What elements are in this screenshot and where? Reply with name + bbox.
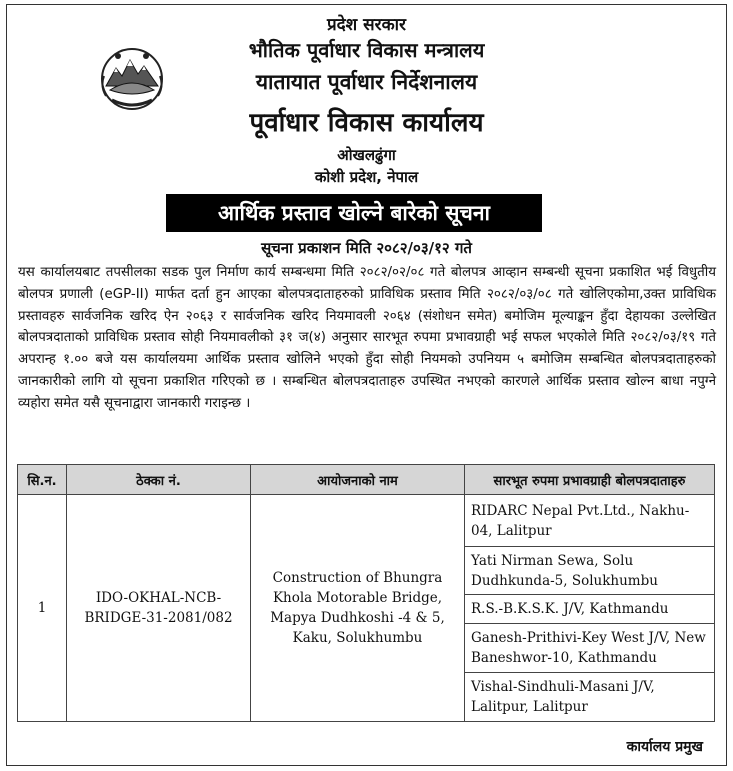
publication-date: सूचना प्रकाशन मिति २०८२/०३/१२ गते	[261, 239, 472, 257]
header-contract-no: ठेक्का नं.	[67, 465, 251, 495]
office-location: ओखलढुंगा	[337, 146, 396, 164]
office-name: पूर्वाधार विकास कार्यालय	[249, 108, 484, 138]
signature-title: कार्यालय प्रमुख	[626, 739, 703, 755]
cell-project-name: Construction of Bhungra Khola Motorable Bridge, Mapya Dudhkoshi -4 & 5, Kaku, Solukhumbu	[251, 495, 465, 722]
cell-bidder: RIDARC Nepal Pvt.Ltd., Nakhu-04, Lalitpur	[465, 495, 715, 547]
header-sn: सि.न.	[18, 465, 67, 495]
cell-bidder: Vishal-Sindhuli-Masani J/V, Lalitpur, Lalitpur	[465, 673, 715, 722]
notice-body: यस कार्यालयबाट तपसीलका सडक पुल निर्माण कार्य सम्बन्धमा मिति २०८२/०२/०८ गते बोलपत्र आव्हान सम्बन्धी सूचना प्रकाशित भई विधुतीय बोलपत्र प्रणाली (eGP-II) मार्फत दर्ता हुन आएका बोलपत्रदाताहरुको प्राविधिक प्रस्ताव मिति २०८२/०३/०८ गते खोलिएकोमा,उक्त प्राविधिक प्रस्तावहरु सार्वजनिक खरिद ऐन २०६३ र सार्वजनिक खरिद नियमावली २०६४ (संशोधन समेत) बमोजिम मूल्याङ्कन हुँदा देहायका उल्लेखित बोलपत्रदाताको प्राविधिक प्रस्ताव सोही नियमावलीको ३१ ज(४) अनुसार सारभूत रुपमा प्रभावग्राही भई सफल भएकोले मिति २०८२/०३/१९ गते अपरान्ह १.०० बजे यस कार्यालयमा आर्थिक प्रस्ताव खोलिने भएको हुँदा सोही नियमको उपनियम ५ बमोजिम सम्बन्धित बोलपत्रदाताहरुको जानकारीको लागि यो सूचना प्रकाशित गरिएको छ । सम्बन्धित बोलपत्रदाताहरु उपस्थित नभएको कारणले आर्थिक प्रस्ताव खोल्न बाधा नपुग्ने व्यहोरा समेत यसै सूचनाद्वारा जानकारी गराइन्छ ।	[18, 265, 716, 411]
bidders-table	[17, 464, 715, 722]
cell-bidder: R.S.-B.K.S.K. J/V, Kathmandu	[465, 595, 715, 624]
header-project-name: आयोजनाको नाम	[251, 465, 465, 495]
cell-sn: 1	[18, 495, 67, 722]
notice-title: आर्थिक प्रस्ताव खोल्ने बारेको सूचना	[166, 194, 542, 232]
cell-contract-no: IDO-OKHAL-NCB-BRIDGE-31-2081/082	[67, 495, 251, 722]
ministry-name: भौतिक पूर्वाधार विकास मन्त्रालय	[248, 38, 485, 62]
directorate-name: यातायात पूर्वाधार निर्देशनालय	[255, 70, 478, 94]
table-header-row	[18, 465, 715, 495]
cell-bidder: Yati Nirman Sewa, Solu Dudhkunda-5, Solukhumbu	[465, 547, 715, 595]
table-row	[18, 495, 715, 547]
cell-bidder: Ganesh-Prithivi-Key West J/V, New Baneshwor-10, Kathmandu	[465, 624, 715, 673]
government-name: प्रदेश सरकार	[326, 15, 407, 35]
office-province: कोशी प्रदेश, नेपाल	[314, 168, 419, 186]
header-bidders: सारभूत रुपमा प्रभावग्राही बोलपत्रदाताहरु	[465, 465, 715, 495]
